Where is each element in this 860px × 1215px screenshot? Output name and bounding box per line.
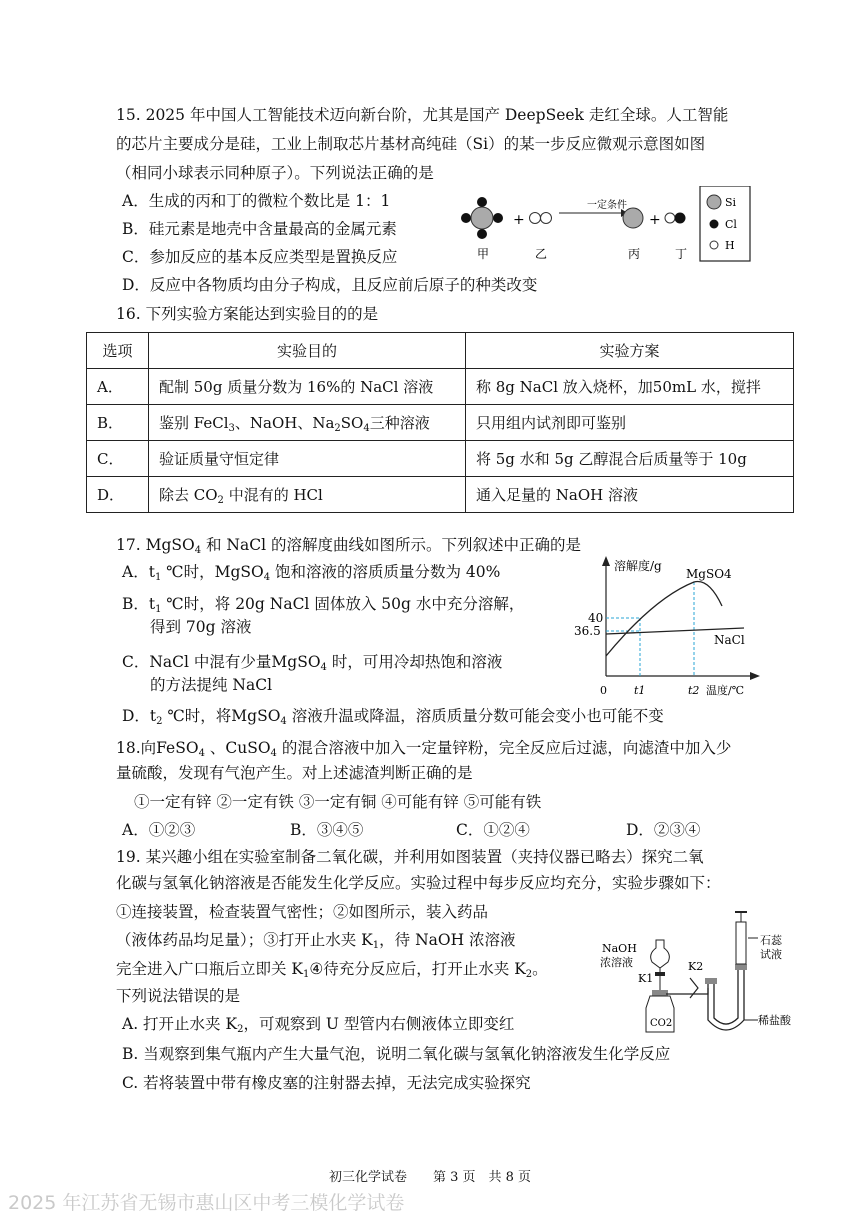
q18-choice-b: B．③④⑤ (290, 821, 364, 839)
q15-line1: 15. 2025 年中国人工智能技术迈向新台阶，尤其是国产 DeepSeek 走红全球。人工智能 (116, 106, 729, 124)
row-d-plan: 通入足量的 NaOH 溶液 (466, 477, 794, 513)
row-c-plan: 将 5g 水和 5g 乙醇混合后质量等于 10g (466, 441, 794, 477)
row-c-option: C． (87, 441, 149, 477)
k1-valve (655, 972, 665, 976)
q15-option-b: B．硅元素是地壳中含量最高的金属元素 (122, 220, 397, 238)
label-yi: 乙 (535, 247, 548, 261)
y-axis-label: 溶解度/g (614, 559, 662, 573)
legend-cl: Cl (725, 218, 737, 231)
x-axis-arrow-icon (750, 672, 760, 680)
y-axis-arrow-icon (602, 556, 610, 566)
page-footer: 初三化学试卷 第 3 页 共 8 页 (328, 1170, 532, 1185)
plus-sign-2: + (649, 212, 661, 228)
q17-option-a: A．$t_1$ ℃时，MgSO$_4$ 饱和溶液的溶质质量分数为 40% (122, 563, 501, 583)
row-d-option: D． (87, 477, 149, 513)
row-b-option: B． (87, 405, 149, 441)
origin-label: 0 (600, 684, 607, 697)
row-a-plan: 称 8g NaCl 放入烧杯，加50mL 水，搅拌 (466, 369, 794, 405)
q17-option-b: B．$t_1$ ℃时，将 20g NaCl 固体放入 50g 水中充分溶解， (122, 595, 525, 615)
molecule-yi (530, 213, 552, 224)
q17-stem: 17. MgSO$_4$ 和 NaCl 的溶解度曲线如图所示。下列叙述中正确的是 (116, 536, 581, 556)
table-row (87, 405, 794, 441)
table-row (87, 441, 794, 477)
q17-solubility-chart (574, 548, 774, 700)
label-bing: 丙 (628, 247, 641, 261)
q15-line3: （相同小球表示同种原子）。下列说法正确的是 (116, 164, 434, 182)
q17-option-b-cont: 得到 70g 溶液 (150, 618, 252, 636)
q18-items: ①一定有锌 ②一定有铁 ③一定有铜 ④可能有锌 ⑤可能有铁 (134, 793, 542, 811)
y-tick-36-5: 36.5 (574, 624, 601, 638)
label-jia: 甲 (477, 247, 490, 261)
row-d-purpose: 除去 $CO_2$ 中混有的 HCl (149, 477, 466, 513)
q15-option-a: A．生成的丙和丁的微粒个数比是 1：1 (122, 192, 391, 210)
y-tick-40: 40 (588, 611, 604, 625)
row-c-purpose: 验证质量守恒定律 (149, 441, 466, 477)
q17-option-d: D．$t_2$ ℃时，将MgSO$_4$ 溶液升温或降温，溶质质量分数可能会变小也可能不变 (122, 707, 664, 727)
litmus-label-2: 试液 (760, 948, 782, 961)
litmus-label: 石蕊 (760, 934, 782, 947)
molecule-jia (461, 197, 503, 239)
series-label-mgso4: MgSO4 (686, 567, 732, 581)
x-axis-label: 温度/℃ (706, 684, 745, 697)
table-row (87, 477, 794, 513)
k2-label: K2 (688, 960, 704, 973)
q19-line6: 下列说法错误的是 (116, 987, 241, 1005)
watermark: 2025 年江苏省无锡市惠山区中考三模化学试卷 (8, 1192, 405, 1214)
q18-choice-c: C．①②④ (456, 821, 530, 839)
x-tick-t2: t2 (688, 684, 700, 697)
mgso4-curve (606, 582, 722, 657)
row-b-plan: 只用组内试剂即可鉴别 (466, 405, 794, 441)
q18-choice-a: A．①②③ (122, 821, 196, 839)
header-purpose: 实验目的 (149, 333, 466, 369)
u-tube (705, 964, 747, 1030)
x-tick-t1: t1 (634, 684, 646, 697)
reaction-condition: 一定条件 (587, 200, 627, 211)
co2-label: CO2 (650, 1018, 673, 1029)
q18-line2: 量硫酸，发现有气泡产生。对上述滤渣判断正确的是 (116, 764, 473, 782)
table-header (87, 333, 794, 369)
legend-h: H (725, 239, 735, 252)
q16-table (86, 332, 794, 513)
molecule-bing (623, 208, 643, 228)
q17-option-c: C．NaCl 中混有少量MgSO$_4$ 时，可用冷却热饱和溶液 (122, 653, 503, 673)
q16-stem: 16. 下列实验方案能达到实验目的的是 (116, 305, 379, 323)
connector-tube (666, 988, 708, 994)
naoh-label: NaOH (602, 942, 637, 955)
q19-option-a: A. 打开止水夹 $K_2$，可观察到 U 型管内右侧液体立即变红 (122, 1015, 515, 1035)
q19-apparatus (598, 908, 798, 1038)
separatory-funnel (651, 940, 670, 990)
legend-si: Si (725, 196, 737, 209)
q15-line2: 的芯片主要成分是硅，工业上制取芯片基材高纯硅（Si）的某一步反应微观示意图如图 (116, 135, 706, 153)
q19-option-b: B. 当观察到集气瓶内产生大量气泡，说明二氧化碳与氢氧化钠溶液发生化学反应 (122, 1045, 671, 1063)
row-a-option: A． (87, 369, 149, 405)
plus-sign-1: + (513, 212, 525, 228)
table-row (87, 369, 794, 405)
header-plan: 实验方案 (466, 333, 794, 369)
q19-line4: （液体药品均足量）；③打开止水夹 $K_1$，待 NaOH 浓溶液 (116, 931, 516, 951)
k1-label: K1 (638, 972, 654, 985)
q18-choice-d: D．②③④ (626, 821, 701, 839)
q19-line3: ①连接装置，检查装置气密性；②如图所示，装入药品 (116, 903, 489, 921)
row-a-purpose: 配制 50g 质量分数为 16%的 NaCl 溶液 (149, 369, 466, 405)
q19-option-c: C. 若将装置中带有橡皮塞的注射器去掉，无法完成实验探究 (122, 1074, 531, 1092)
q15-option-c: C．参加反应的基本反应类型是置换反应 (122, 248, 398, 266)
q19-line1: 19. 某兴趣小组在实验室制备二氧化碳，并利用如图装置（夹持仪器已略去）探究二氧 (116, 848, 704, 866)
header-option: 选项 (87, 333, 149, 369)
q19-line5: 完全进入广口瓶后立即关 $K_1④$待充分反应后，打开止水夹 $K_2$。 (116, 960, 548, 980)
label-ding: 丁 (675, 247, 688, 261)
row-b-purpose: 鉴别 FeCl$_3$、NaOH、$Na_2SO_4$三种溶液 (149, 405, 466, 441)
q15-option-d: D．反应中各物质均由分子构成，且反应前后原子的种类改变 (122, 276, 538, 294)
hcl-label: 稀盐酸 (758, 1014, 791, 1027)
q18-line1: 18.向FeSO$_4$ 、CuSO$_4$ 的混合溶液中加入一定量锌粉，完全反应后过滤，向滤渣中加入少 (116, 739, 732, 759)
q15-reaction-diagram (455, 186, 775, 266)
k2-clamp-icon (690, 978, 698, 998)
series-label-nacl: NaCl (714, 633, 745, 647)
naoh-label-2: 浓溶液 (600, 956, 633, 969)
molecule-ding (665, 213, 686, 224)
syringe (735, 912, 747, 964)
q17-option-c-cont: 的方法提纯 NaCl (150, 676, 273, 694)
q19-line2: 化碳与氢氧化钠溶液是否能发生化学反应。实验过程中每步反应均充分，实验步骤如下： (116, 874, 721, 892)
